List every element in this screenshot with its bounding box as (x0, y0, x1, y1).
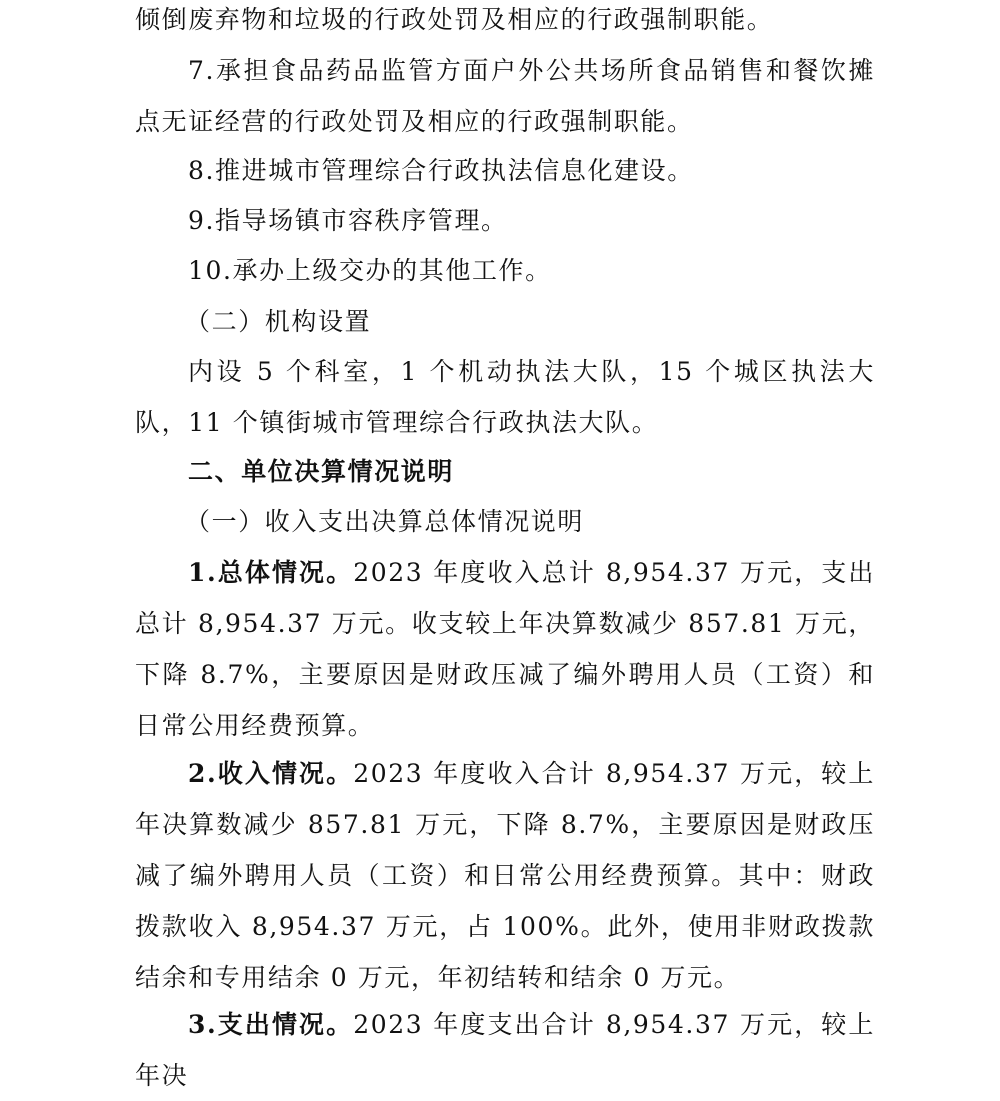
sub-heading-overview (185, 496, 875, 547)
paragraph-item-8 (135, 145, 875, 196)
paragraph-item-9 (135, 195, 875, 246)
paragraph-text: 8.推进城市管理综合行政执法信息化建设。 (188, 156, 694, 185)
paragraph-text: 7.承担食品药品监管方面户外公共场所食品销售和餐饮摊点无证经营的行政处罚及相应的行政强制职能。 (135, 56, 875, 136)
sub-heading-org-setup (185, 296, 875, 347)
paragraph-expense (135, 999, 875, 1101)
heading-text: （二）机构设置 (185, 307, 372, 336)
paragraph-item-10 (135, 245, 875, 296)
paragraph-text: 2023 年度收入合计 8,954.37 万元，较上年决算数减少 857.81 万元，下降 8.7%，主要原因是财政压减了编外聘用人员（工资）和日常公用经费预算。其中：财政拨款收入 8,954.37 万元，占 100%。此外，使用非财政拨款结余和专用结余 0 万元，年初结转和结余 0 万元。 (135, 759, 875, 992)
paragraph-lead: 2.收入情况。 (188, 759, 354, 788)
heading-text: （一）收入支出决算总体情况说明 (185, 507, 585, 536)
paragraph-text: 9.指导场镇市容秩序管理。 (188, 206, 508, 235)
paragraph-income (135, 748, 875, 1003)
paragraph-lead: 3.支出情况。 (188, 1010, 354, 1039)
paragraph-continuation (135, 0, 875, 45)
paragraph-text: 内设 5 个科室，1 个机动执法大队，15 个城区执法大队，11 个镇街城市管理综合行政执法大队。 (135, 357, 875, 437)
paragraph-text: 2023 年度支出合计 8,954.37 万元，较上年决 (135, 1010, 875, 1090)
paragraph-text: 倾倒废弃物和垃圾的行政处罚及相应的行政强制职能。 (135, 5, 774, 34)
paragraph-text: 10.承办上级交办的其他工作。 (188, 256, 552, 285)
section-heading (188, 446, 875, 497)
heading-text: 二、单位决算情况说明 (188, 457, 455, 486)
paragraph-org-setup (135, 346, 875, 448)
paragraph-lead: 1.总体情况。 (188, 558, 354, 587)
paragraph-text: 2023 年度收入总计 8,954.37 万元，支出总计 8,954.37 万元。收支较上年决算数减少 857.81 万元，下降 8.7%，主要原因是财政压减了编外聘用人员（工资）和日常公用经费预算。 (135, 558, 875, 740)
paragraph-item-7 (135, 45, 875, 147)
paragraph-overall (135, 547, 875, 751)
